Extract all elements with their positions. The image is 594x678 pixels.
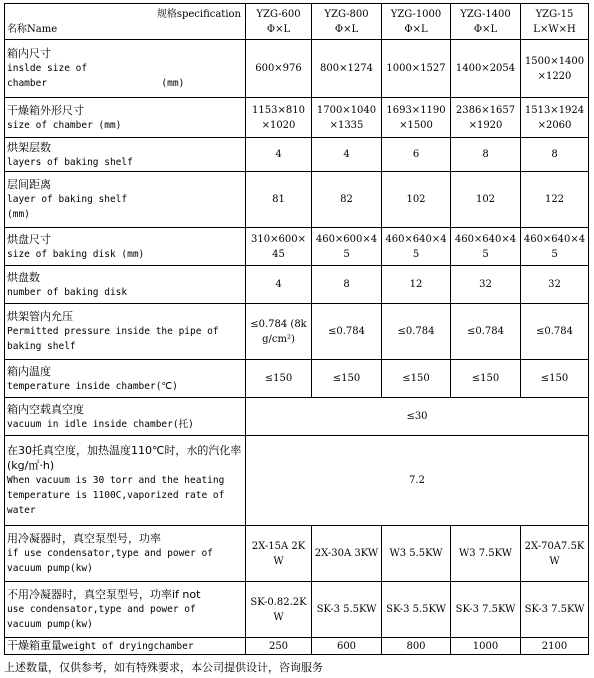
label-en: Permitted pressure inside the pipe of baking shelf — [7, 326, 219, 352]
value-cell: 8 — [312, 266, 382, 304]
value-cell: 1153×810×1020 — [246, 98, 312, 138]
header-row — [5, 4, 589, 40]
label-cn: 烘架管内允压 — [7, 310, 73, 323]
value-cell: 600×976 — [246, 40, 312, 98]
value-cell: 250 — [246, 638, 312, 655]
label-en: size of baking disk (mm) — [7, 248, 145, 260]
value-cell: ≤30 — [246, 398, 589, 436]
value-cell: 460×600×45 — [312, 228, 382, 266]
value-cell: ≤150 — [382, 360, 451, 398]
table-row — [5, 436, 589, 526]
label-en: size of chamber (mm) — [7, 119, 122, 131]
row-label — [5, 138, 246, 172]
value-cell: 1000 — [451, 638, 521, 655]
label-en: layer of baking shelf (mm) — [7, 194, 128, 220]
table-row — [5, 266, 589, 304]
value-cell: 8 — [451, 138, 521, 172]
value-cell: SK-3 7.5KW — [521, 582, 589, 638]
value-cell: 32 — [451, 266, 521, 304]
row-label — [5, 360, 246, 398]
label-en: When vacuum is 30 torr and the heating temperature is 1100C,vaporized rate of water — [7, 475, 225, 516]
value-cell: 102 — [382, 172, 451, 228]
value-cell: 82 — [312, 172, 382, 228]
row-label — [5, 526, 246, 582]
label-cn: 用冷凝器时，真空泵型号，功率 — [7, 532, 161, 545]
table-row — [5, 360, 589, 398]
row-label — [5, 582, 246, 638]
row-label — [5, 398, 246, 436]
row-label — [5, 436, 246, 526]
row-label — [5, 228, 246, 266]
row-label — [5, 638, 246, 655]
value-cell: 2100 — [521, 638, 589, 655]
label-cn: 干燥箱重量 — [7, 639, 62, 652]
table-row — [5, 526, 589, 582]
spec-label: 规格specification — [156, 8, 241, 20]
value-cell: ≤0.784 — [382, 304, 451, 360]
value-cell: 6 — [382, 138, 451, 172]
value-cell: 460×640×45 — [382, 228, 451, 266]
row-label — [5, 40, 246, 98]
row-label — [5, 304, 246, 360]
value-cell: ≤0.784 — [312, 304, 382, 360]
value-cell: ≤150 — [246, 360, 312, 398]
table-row — [5, 228, 589, 266]
value-cell: 4 — [246, 138, 312, 172]
table-row — [5, 172, 589, 228]
value-cell: 1693×1190×1500 — [382, 98, 451, 138]
value-cell: 2386×1657×1920 — [451, 98, 521, 138]
label-en: inslde size of chamber (mm) — [7, 63, 185, 89]
name-label: 名称Name — [7, 23, 58, 35]
value-cell: SK-3 7.5KW — [451, 582, 521, 638]
value-cell: 4 — [312, 138, 382, 172]
value-cell: 1700×1040×1335 — [312, 98, 382, 138]
value-cell: 7.2 — [246, 436, 589, 526]
value-cell: 1513×1924×2060 — [521, 98, 589, 138]
label-cn: 箱内温度 — [7, 364, 51, 378]
value-cell: 4 — [246, 266, 312, 304]
spec-table — [4, 3, 589, 655]
label-cn: 烘盘尺寸 — [7, 232, 51, 246]
label-cn: 层间距离 — [7, 178, 51, 191]
value-cell: 122 — [521, 172, 589, 228]
table-row — [5, 638, 589, 655]
value-cell: 310×600×45 — [246, 228, 312, 266]
table-row — [5, 398, 589, 436]
value-cell: 600 — [312, 638, 382, 655]
label-en: use condensator,type and power of vacuum pump(kw) — [7, 604, 196, 630]
value-cell: 81 — [246, 172, 312, 228]
table-row — [5, 40, 589, 98]
value-cell: ≤150 — [451, 360, 521, 398]
table-row — [5, 304, 589, 360]
value-cell: ≤0.784 (8kg/cm²) — [246, 304, 312, 360]
label-en: layers of baking shelf — [7, 156, 133, 168]
label-cn: 烘架层数 — [7, 140, 51, 154]
value-cell: 8 — [521, 138, 589, 172]
value-cell: 1400×2054 — [451, 40, 521, 98]
label-cn: 烘盘数 — [7, 270, 40, 284]
value-cell: 102 — [451, 172, 521, 228]
value-cell: 1000×1527 — [382, 40, 451, 98]
label-cn: 在30托真空度，加热温度110℃时，水的汽化率(kg/㎡·h) — [7, 444, 242, 472]
value-cell: 460×640×45 — [521, 228, 589, 266]
table-row — [5, 582, 589, 638]
row-label — [5, 98, 246, 138]
label-cn: 箱内尺寸 — [7, 47, 51, 60]
header-corner — [5, 4, 246, 40]
value-cell: 2X-70A7.5KW — [521, 526, 589, 582]
value-cell: W3 5.5KW — [382, 526, 451, 582]
label-en: weight of dryingchamber — [62, 641, 194, 652]
model-header: YZG-600 Φ×L — [246, 4, 312, 40]
row-label — [5, 172, 246, 228]
value-cell: 1500×1400×1220 — [521, 40, 589, 98]
model-header: YZG-800 Φ×L — [312, 4, 382, 40]
value-cell: 2X-30A 3KW — [312, 526, 382, 582]
label-cn: 箱内空载真空度 — [7, 402, 84, 416]
table-row — [5, 138, 589, 172]
value-cell: 800 — [382, 638, 451, 655]
value-cell: 800×1274 — [312, 40, 382, 98]
value-cell: ≤0.784 — [451, 304, 521, 360]
value-cell: ≤150 — [312, 360, 382, 398]
model-header: YZG-1000 Φ×L — [382, 4, 451, 40]
value-cell: 12 — [382, 266, 451, 304]
model-header: YZG-15 L×W×H — [521, 4, 589, 40]
table-row — [5, 98, 589, 138]
value-cell: ≤0.784 — [521, 304, 589, 360]
label-cn: 干燥箱外形尺寸 — [7, 103, 84, 117]
model-header: YZG-1400 Φ×L — [451, 4, 521, 40]
label-en: temperature inside chamber(℃) — [7, 380, 178, 392]
label-en: if use condensator,type and power of vacuum pump(kw) — [7, 548, 213, 574]
footer-note: 上述数量，仅供参考，如有特殊要求，本公司提供设计，咨询服务 — [4, 661, 323, 674]
value-cell: W3 7.5KW — [451, 526, 521, 582]
label-en: number of baking disk — [7, 286, 128, 298]
value-cell: 32 — [521, 266, 589, 304]
label-en: vacuum in idle inside chamber(托) — [7, 418, 194, 430]
value-cell: 460×640×45 — [451, 228, 521, 266]
value-cell: SK-3 5.5KW — [312, 582, 382, 638]
value-cell: 2X-15A 2KW — [246, 526, 312, 582]
row-label — [5, 266, 246, 304]
label-cn: 不用冷凝器时，真空泵型号，功率if not — [7, 588, 201, 601]
value-cell: SK-0.82.2KW — [246, 582, 312, 638]
value-cell: ≤150 — [521, 360, 589, 398]
value-cell: SK-3 5.5KW — [382, 582, 451, 638]
